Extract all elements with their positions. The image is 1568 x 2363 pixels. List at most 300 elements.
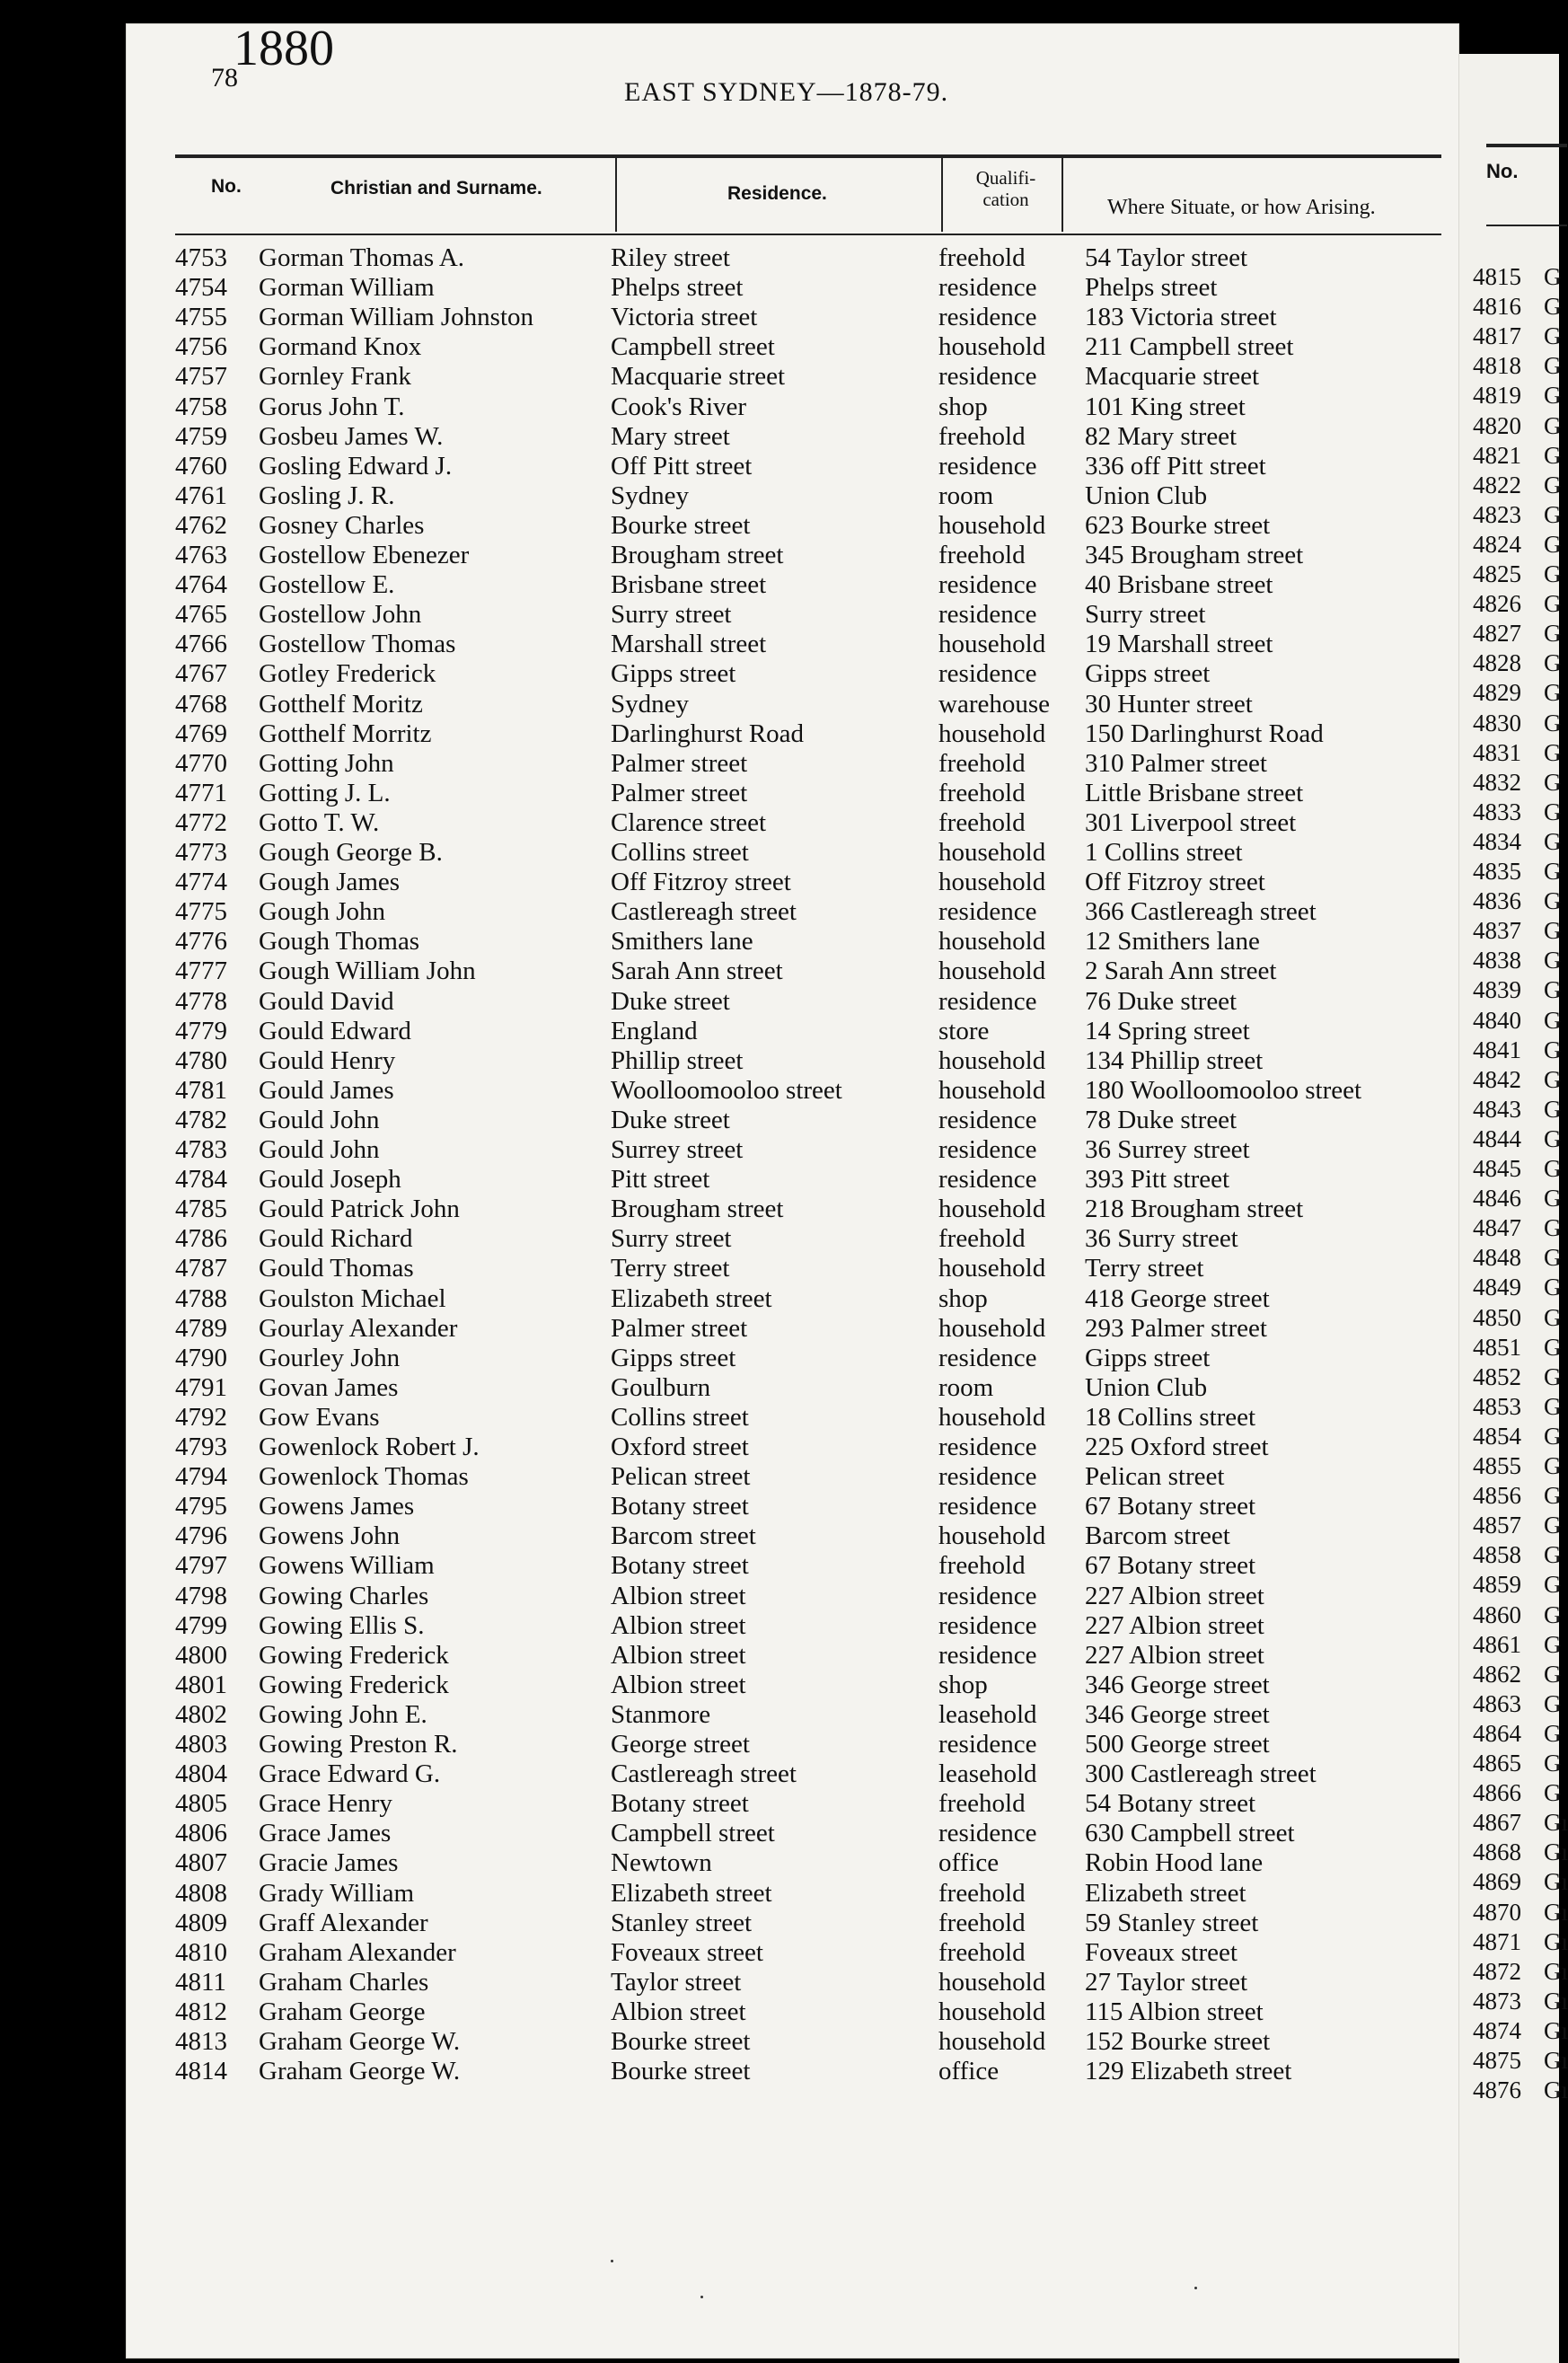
voter-name: Gorman William: [259, 273, 435, 303]
voter-name-fragment: G: [1544, 590, 1562, 618]
voter-name: Grady William: [259, 1878, 415, 1908]
where-situate: 59 Stanley street: [1085, 1908, 1259, 1937]
entry-number: 4775: [175, 897, 227, 927]
residence: Surrey street: [611, 1135, 744, 1164]
residence: Victoria street: [611, 303, 758, 332]
where-situate: 211 Campbell street: [1085, 332, 1294, 362]
where-situate: 115 Albion street: [1085, 1997, 1264, 2026]
entry-number: 4874: [1473, 2016, 1521, 2044]
entry-number: 4828: [1473, 649, 1521, 677]
residence: Off Pitt street: [611, 451, 753, 481]
voter-name-fragment: G: [1544, 411, 1562, 439]
qualification: residence: [938, 273, 1037, 303]
voter-name: Grace Edward G.: [259, 1759, 441, 1789]
qualification: residence: [938, 1433, 1037, 1461]
voter-name: Gould Richard: [259, 1224, 413, 1254]
entry-number: 4806: [175, 1819, 227, 1848]
where-situate: 218 Brougham street: [1085, 1195, 1304, 1224]
entry-number: 4814: [175, 2057, 227, 2086]
where-situate: 82 Mary street: [1085, 421, 1238, 451]
entry-number: 4863: [1473, 1689, 1521, 1717]
table-row: [126, 273, 1459, 303]
entry-number: 4821: [1473, 441, 1521, 469]
residence: Castlereagh street: [611, 1759, 797, 1789]
voter-name: Gould Thomas: [259, 1254, 414, 1283]
entry-number: 4805: [175, 1789, 227, 1819]
qualification: residence: [938, 1640, 1037, 1670]
entry-number: 4755: [175, 303, 227, 332]
entry-number: 4767: [175, 659, 227, 689]
page-number: 78: [211, 63, 238, 93]
voter-name-fragment: Gı: [1544, 1957, 1568, 1985]
where-situate: 36 Surry street: [1085, 1224, 1238, 1254]
table-row: [126, 1848, 1459, 1878]
entry-number: 4854: [1473, 1422, 1521, 1450]
voter-name-fragment: G: [1544, 1600, 1562, 1628]
entry-number: 4772: [175, 807, 227, 837]
table-row: [126, 600, 1459, 630]
voter-name-fragment: Gı: [1544, 1898, 1568, 1926]
residence: Stanley street: [611, 1908, 753, 1937]
entry-number: 4779: [175, 1016, 227, 1045]
qualification: freehold: [938, 243, 1026, 272]
qualification: household: [938, 1967, 1046, 1997]
residence: Castlereagh street: [611, 897, 797, 927]
qualification: household: [938, 719, 1046, 748]
entry-number: 4782: [175, 1105, 227, 1134]
entry-number: 4819: [1473, 382, 1521, 410]
voter-name: Gotting J. L.: [259, 778, 391, 807]
where-situate: 27 Taylor street: [1085, 1967, 1248, 1997]
where-situate: 18 Collins street: [1085, 1402, 1256, 1432]
qualification: office: [938, 2057, 1000, 2086]
entry-number: 4763: [175, 541, 227, 569]
voter-name-fragment: G: [1544, 1422, 1562, 1450]
where-situate: 630 Campbell street: [1085, 1819, 1295, 1848]
where-situate: Gipps street: [1085, 659, 1211, 689]
qualification: household: [938, 1195, 1046, 1224]
qualification: residence: [938, 1819, 1037, 1848]
voter-name-fragment: G: [1544, 1392, 1562, 1420]
speck: [700, 2296, 703, 2298]
where-situate: 30 Hunter street: [1085, 689, 1253, 719]
entry-number: 4871: [1473, 1927, 1521, 1955]
residence: Palmer street: [611, 748, 748, 778]
where-situate: 345 Brougham street: [1085, 541, 1304, 569]
table-row: [126, 987, 1459, 1017]
residence: Elizabeth street: [611, 1878, 772, 1908]
table-row: [126, 1195, 1459, 1224]
where-situate: 14 Spring street: [1085, 1016, 1250, 1045]
voter-name-fragment: G: [1544, 1512, 1562, 1539]
entry-number: 4838: [1473, 947, 1521, 974]
table-row: [126, 1492, 1459, 1521]
qualification: household: [938, 1997, 1046, 2026]
where-situate: 1 Collins street: [1085, 838, 1243, 867]
voter-name: Gourley John: [259, 1343, 401, 1372]
voter-name-fragment: G: [1544, 976, 1562, 1004]
voter-name-fragment: Gı: [1544, 1868, 1568, 1896]
voter-name: Gowens James: [259, 1492, 415, 1521]
residence: Collins street: [611, 838, 749, 867]
entry-number: 4765: [175, 600, 227, 630]
residence: Surry street: [611, 1224, 732, 1254]
table-row: [126, 2057, 1459, 2086]
residence: Albion street: [611, 1997, 746, 2026]
table-row: [126, 1909, 1459, 1938]
table-row: [126, 1938, 1459, 1968]
entry-number: 4784: [175, 1165, 227, 1195]
entry-number: 4826: [1473, 590, 1521, 618]
table-row: [126, 1373, 1459, 1403]
qualification: freehold: [938, 1789, 1026, 1819]
entry-number: 4788: [175, 1283, 227, 1313]
entry-number: 4769: [175, 719, 227, 748]
residence: Sarah Ann street: [611, 957, 783, 986]
residence: Brisbane street: [611, 570, 767, 600]
entry-number: 4773: [175, 838, 227, 867]
where-situate: 76 Duke street: [1085, 986, 1238, 1016]
entry-number: 4770: [175, 748, 227, 778]
entry-number: 4869: [1473, 1868, 1521, 1896]
table-row: [126, 1254, 1459, 1283]
table-row: [126, 957, 1459, 986]
entry-number: 4796: [175, 1521, 227, 1551]
entry-number: 4822: [1473, 471, 1521, 498]
entry-number: 4774: [175, 868, 227, 897]
voter-name-fragment: G: [1544, 827, 1562, 855]
qualification: freehold: [938, 1224, 1026, 1254]
residence: Cook's River: [611, 392, 747, 421]
table-row: [126, 719, 1459, 749]
where-situate: 293 Palmer street: [1085, 1313, 1267, 1343]
residence: Collins street: [611, 1402, 749, 1432]
residence: Clarence street: [611, 807, 767, 837]
where-situate: Pelican street: [1085, 1462, 1225, 1492]
voter-name-fragment: G: [1544, 1750, 1562, 1777]
entry-number: 4864: [1473, 1719, 1521, 1747]
table-row: [126, 1700, 1459, 1730]
residence: Botany street: [611, 1551, 749, 1581]
entry-number: 4777: [175, 957, 227, 986]
voter-name-fragment: Gı: [1544, 2047, 1568, 2074]
entry-number: 4859: [1473, 1571, 1521, 1599]
voter-name-fragment: G: [1544, 560, 1562, 587]
qualification: freehold: [938, 807, 1026, 837]
voter-name-fragment: G: [1544, 1155, 1562, 1182]
voter-name-fragment: G: [1544, 441, 1562, 469]
qualification: residence: [938, 986, 1037, 1016]
column-divider: [941, 158, 943, 232]
entry-number: 4851: [1473, 1333, 1521, 1361]
where-situate: 12 Smithers lane: [1085, 927, 1260, 957]
table-row: [126, 868, 1459, 897]
entry-number: 4843: [1473, 1095, 1521, 1123]
entry-number: 4824: [1473, 530, 1521, 558]
entry-number: 4785: [175, 1195, 227, 1224]
table-row: [126, 1433, 1459, 1462]
table-row: [126, 630, 1459, 659]
entry-number: 4799: [175, 1610, 227, 1640]
qualification: residence: [938, 303, 1037, 332]
voter-name: Gowing Frederick: [259, 1640, 449, 1670]
entry-number: 4800: [175, 1640, 227, 1670]
table-row: [126, 1521, 1459, 1551]
entry-number: 4847: [1473, 1214, 1521, 1242]
where-situate: 101 King street: [1085, 392, 1246, 421]
table-row: [126, 452, 1459, 481]
entry-number: 4841: [1473, 1036, 1521, 1063]
residence: Marshall street: [611, 630, 767, 659]
next-page-column-header-no: No.: [1486, 160, 1519, 182]
entry-number: 4861: [1473, 1630, 1521, 1658]
residence: Gipps street: [611, 1343, 736, 1372]
residence: Albion street: [611, 1670, 746, 1699]
voter-name-fragment: G: [1544, 1719, 1562, 1747]
where-situate: Robin Hood lane: [1085, 1848, 1264, 1878]
qualification: freehold: [938, 541, 1026, 569]
residence: Terry street: [611, 1254, 730, 1283]
where-situate: 183 Victoria street: [1085, 303, 1277, 332]
voter-name-fragment: G: [1544, 263, 1562, 290]
where-situate: Union Club: [1085, 481, 1208, 510]
entry-number: 4823: [1473, 500, 1521, 528]
header-bottom-rule: [175, 234, 1441, 235]
voter-name-fragment: G: [1544, 620, 1562, 648]
where-situate: 500 George street: [1085, 1730, 1270, 1759]
entry-number: 4818: [1473, 352, 1521, 380]
voter-name-fragment: Gı: [1544, 2076, 1568, 2104]
table-row: [126, 303, 1459, 332]
entry-number: 4831: [1473, 738, 1521, 766]
voter-name: Gormand Knox: [259, 332, 422, 362]
qualification: freehold: [938, 748, 1026, 778]
voter-name: Gosling Edward J.: [259, 451, 453, 481]
entry-number: 4793: [175, 1433, 227, 1461]
entry-number: 4834: [1473, 827, 1521, 855]
entry-number: 4840: [1473, 1006, 1521, 1034]
qualification: household: [938, 957, 1046, 986]
table-row: [126, 1046, 1459, 1076]
voter-name-fragment: Gı: [1544, 2016, 1568, 2044]
where-situate: 67 Botany street: [1085, 1492, 1256, 1521]
voter-name: Gostellow Thomas: [259, 630, 456, 659]
voter-name: Gosney Charles: [259, 510, 425, 540]
voter-name-fragment: G: [1544, 530, 1562, 558]
residence: Palmer street: [611, 1313, 748, 1343]
voter-name: Graff Alexander: [259, 1908, 428, 1937]
voter-name: Gould James: [259, 1075, 394, 1105]
where-situate: 54 Taylor street: [1085, 243, 1248, 272]
residence: Newtown: [611, 1848, 712, 1878]
residence: Pitt street: [611, 1165, 710, 1195]
table-row: [126, 1611, 1459, 1641]
entry-number: 4815: [1473, 263, 1521, 290]
column-header-no: No.: [211, 176, 242, 197]
voter-name-fragment: G: [1544, 1274, 1562, 1301]
entry-number: 4827: [1473, 620, 1521, 648]
where-situate: Off Fitzroy street: [1085, 868, 1265, 897]
qualification: household: [938, 2027, 1046, 2056]
qualification: residence: [938, 600, 1037, 630]
voter-name-fragment: G: [1544, 471, 1562, 498]
column-divider: [615, 158, 617, 232]
entry-number: 4875: [1473, 2047, 1521, 2074]
column-header-name: Christian and Surname.: [330, 178, 542, 198]
where-situate: 225 Oxford street: [1085, 1433, 1269, 1461]
residence: Mary street: [611, 421, 730, 451]
residence: Goulburn: [611, 1372, 711, 1402]
voter-name: Gostellow Ebenezer: [259, 541, 470, 569]
voter-name-fragment: G: [1544, 322, 1562, 350]
qualification: room: [938, 481, 994, 510]
qualification: freehold: [938, 1908, 1026, 1937]
next-page-edge: [1459, 54, 1568, 2363]
residence: Bourke street: [611, 2057, 751, 2086]
table-row: [126, 1165, 1459, 1195]
where-situate: 152 Bourke street: [1085, 2027, 1271, 2056]
table-row: [126, 1344, 1459, 1373]
entry-number: 4853: [1473, 1392, 1521, 1420]
entry-number: 4771: [175, 778, 227, 807]
voter-name: Gornley Frank: [259, 362, 411, 392]
entry-number: 4860: [1473, 1600, 1521, 1628]
residence: Campbell street: [611, 332, 775, 362]
voter-name-fragment: G: [1544, 1630, 1562, 1658]
qualification: household: [938, 332, 1046, 362]
entry-number: 4766: [175, 630, 227, 659]
table-row: [126, 749, 1459, 779]
residence: George street: [611, 1730, 750, 1759]
residence: Albion street: [611, 1610, 746, 1640]
entry-number: 4816: [1473, 293, 1521, 321]
entry-number: 4876: [1473, 2076, 1521, 2104]
qualification: residence: [938, 1581, 1037, 1610]
residence: Gipps street: [611, 659, 736, 689]
voter-name-fragment: G: [1544, 798, 1562, 825]
voter-name: Grace Henry: [259, 1789, 392, 1819]
residence: Bourke street: [611, 2027, 751, 2056]
residence: Duke street: [611, 986, 730, 1016]
voter-name: Gough James: [259, 868, 401, 897]
voter-name-fragment: G: [1544, 1244, 1562, 1272]
entry-number: 4802: [175, 1699, 227, 1729]
voter-name: Gotthelf Morritz: [259, 719, 432, 748]
residence: Albion street: [611, 1581, 746, 1610]
qualification: residence: [938, 659, 1037, 689]
entry-number: 4762: [175, 510, 227, 540]
voter-name: Graham George W.: [259, 2027, 461, 2056]
residence: Albion street: [611, 1640, 746, 1670]
voter-name: Graham Alexander: [259, 1937, 456, 1967]
table-row: [126, 392, 1459, 422]
voter-name-fragment: G: [1544, 917, 1562, 945]
entry-number: 4801: [175, 1670, 227, 1699]
residence: Sydney: [611, 481, 689, 510]
where-situate: 366 Castlereagh street: [1085, 897, 1317, 927]
voter-name: Graham George: [259, 1997, 426, 2026]
entry-number: 4829: [1473, 679, 1521, 707]
voter-name: Gowing Preston R.: [259, 1730, 458, 1759]
entry-number: 4753: [175, 243, 227, 272]
entry-number: 4873: [1473, 1987, 1521, 2015]
entry-number: 4787: [175, 1254, 227, 1283]
entry-number: 4856: [1473, 1482, 1521, 1510]
where-situate: 418 George street: [1085, 1283, 1270, 1313]
voter-name-fragment: G: [1544, 1362, 1562, 1390]
voter-name-fragment: G: [1544, 1571, 1562, 1599]
where-situate: 301 Liverpool street: [1085, 807, 1297, 837]
where-situate: 36 Surrey street: [1085, 1135, 1250, 1164]
voter-name-fragment: G: [1544, 709, 1562, 736]
voter-name: Gough George B.: [259, 838, 443, 867]
ledger-page: [126, 23, 1459, 2359]
entry-number: 4839: [1473, 976, 1521, 1004]
where-situate: Union Club: [1085, 1372, 1208, 1402]
where-situate: 67 Botany street: [1085, 1551, 1256, 1581]
where-situate: 300 Castlereagh street: [1085, 1759, 1317, 1789]
qualification: office: [938, 1848, 1000, 1878]
voter-name: Gostellow E.: [259, 570, 395, 600]
next-page-header-rule: [1486, 144, 1567, 147]
table-row: [126, 1106, 1459, 1135]
voter-name: Gotto T. W.: [259, 807, 380, 837]
qualification: freehold: [938, 1937, 1026, 1967]
voter-name-fragment: G: [1544, 1065, 1562, 1093]
table-row: [126, 1968, 1459, 1997]
table-row: [126, 1314, 1459, 1344]
qualification: leasehold: [938, 1699, 1037, 1729]
voter-name: Goulston Michael: [259, 1283, 446, 1313]
voter-name: Gould Joseph: [259, 1165, 401, 1195]
voter-name-fragment: G: [1544, 1095, 1562, 1123]
voter-name: Gow Evans: [259, 1402, 380, 1432]
next-page-header-bottom-rule: [1486, 225, 1567, 226]
qualification: household: [938, 1045, 1046, 1075]
voter-name: Gostellow John: [259, 600, 422, 630]
entry-number: 4797: [175, 1551, 227, 1581]
entry-number: 4848: [1473, 1244, 1521, 1272]
voter-name: Gosling J. R.: [259, 481, 395, 510]
voter-name-fragment: G: [1544, 1779, 1562, 1807]
voter-name-fragment: G: [1544, 1124, 1562, 1152]
voter-name: Gough Thomas: [259, 927, 420, 957]
column-header-where: Where Situate, or how Arising.: [1107, 196, 1376, 219]
residence: Off Fitzroy street: [611, 868, 791, 897]
voter-name: Gowing Frederick: [259, 1670, 449, 1699]
voter-name-fragment: G: [1544, 352, 1562, 380]
where-situate: 346 George street: [1085, 1670, 1270, 1699]
entry-number: 4811: [175, 1967, 226, 1997]
entry-number: 4756: [175, 332, 227, 362]
entry-number: 4760: [175, 451, 227, 481]
voter-name-fragment: G: [1544, 1482, 1562, 1510]
voter-name: Gowing John E.: [259, 1699, 427, 1729]
qualification: freehold: [938, 778, 1026, 807]
table-row: [126, 690, 1459, 719]
voter-name: Govan James: [259, 1372, 399, 1402]
header-top-rule: [175, 154, 1441, 158]
residence: Brougham street: [611, 1195, 784, 1224]
voter-name: Gotley Frederick: [259, 659, 436, 689]
table-row: [126, 659, 1459, 689]
table-row: [126, 1819, 1459, 1848]
where-situate: 54 Botany street: [1085, 1789, 1256, 1819]
voter-name-fragment: Gı: [1544, 1809, 1568, 1837]
table-row: [126, 570, 1459, 600]
where-situate: 393 Pitt street: [1085, 1165, 1230, 1195]
voter-name-fragment: Gı: [1544, 1838, 1568, 1866]
